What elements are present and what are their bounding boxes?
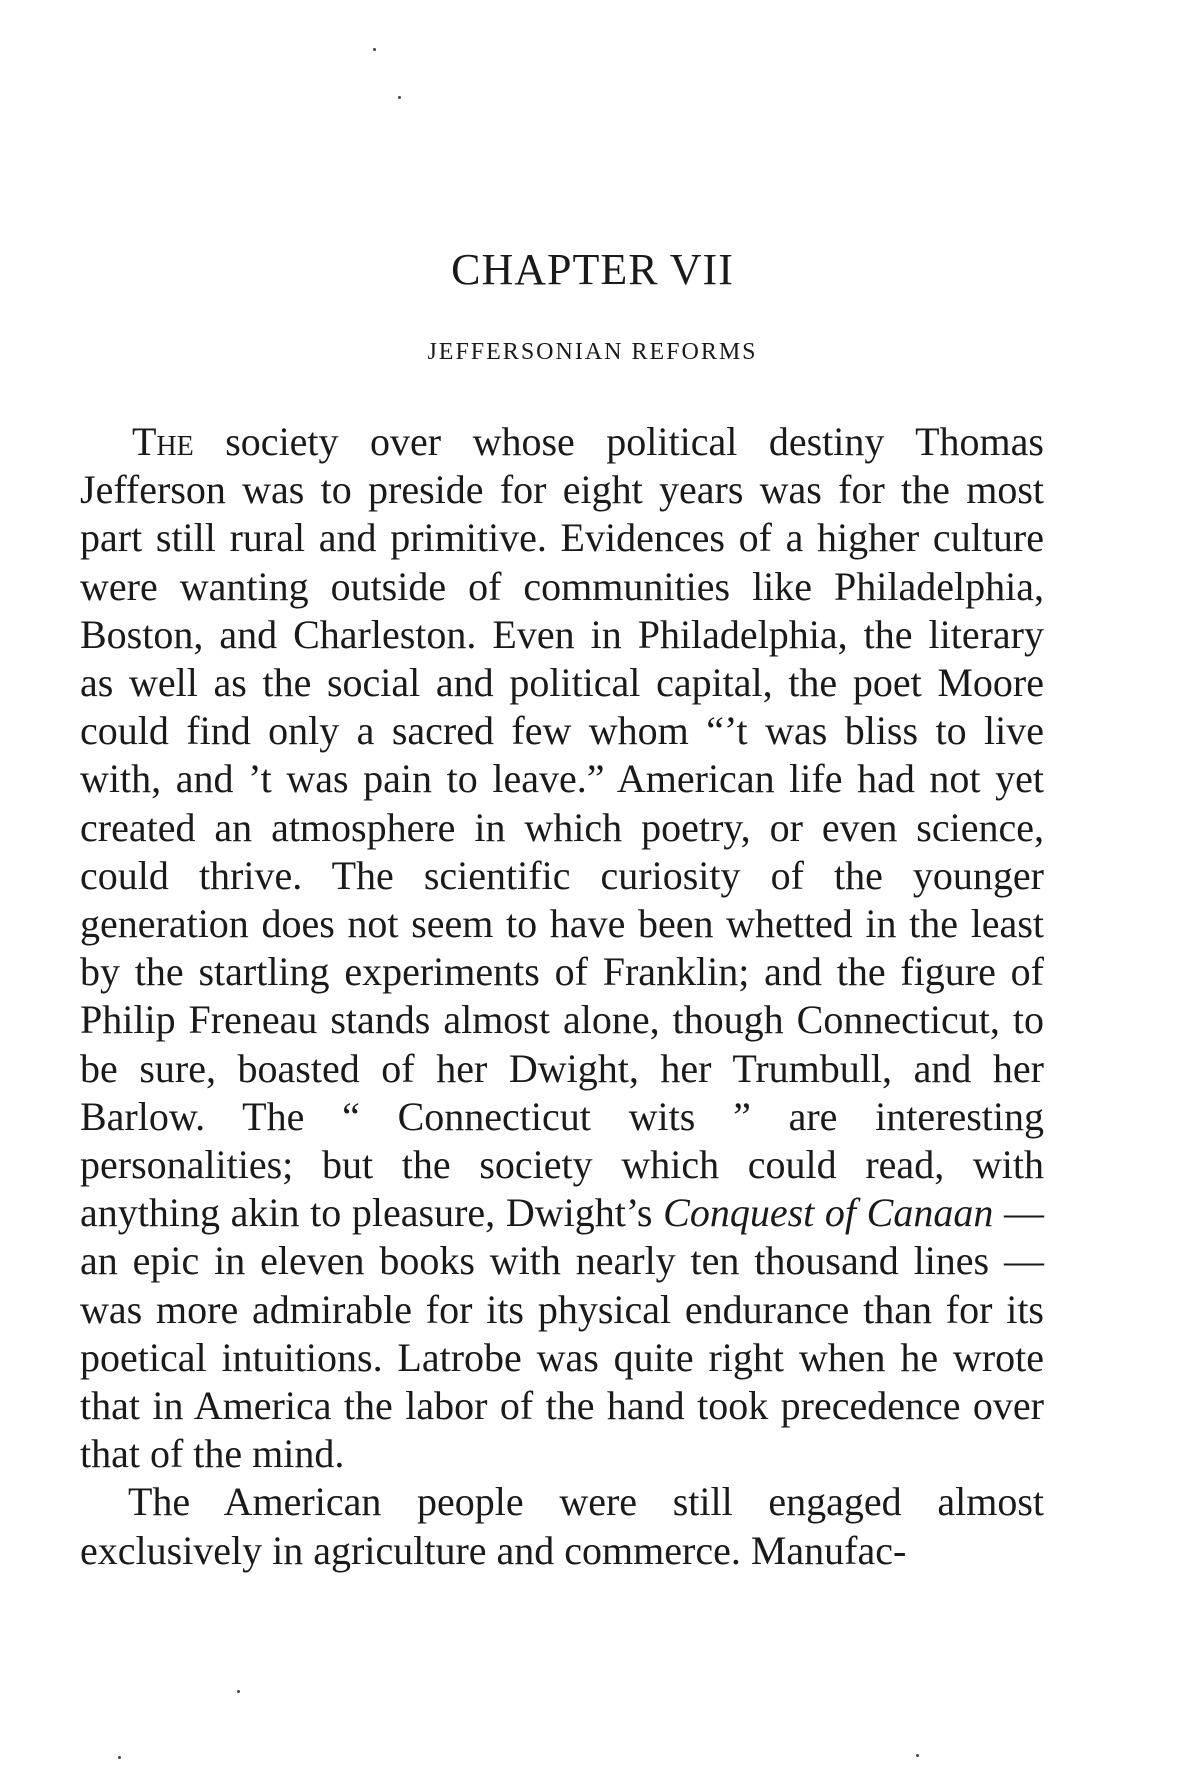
speck-mark [373, 48, 376, 51]
paragraph-1 [80, 418, 1044, 1478]
body-text [80, 418, 1044, 1575]
chapter-title: JEFFERSONIAN REFORMS [427, 339, 758, 365]
chapter-number: CHAPTER VII [451, 245, 734, 294]
speck-mark [916, 1754, 919, 1757]
speck-mark [118, 1756, 121, 1759]
paragraph-lead-word: The [132, 419, 194, 464]
paragraph-1-text-b: — an epic in eleven books with nearly ten thousand lines — was more admirable for its physical endurance than for its poetical intuitions. Latrobe was quite right when he wrote that in America the labor of the hand took precedence over that of the mind. [80, 1190, 1045, 1477]
speck-mark [398, 96, 401, 99]
paragraph-2: The American people were still engaged almost exclusively in agriculture and commerce. Manufac- [80, 1479, 1044, 1573]
book-title-italic: Conquest of Canaan [663, 1190, 994, 1236]
paragraph-1-text-a: society over whose political destiny Thomas Jefferson was to preside for eight years was for the most part still rural and primitive. Evidences of a higher culture were wanting outside of communities like Philadelphia, Boston, and Charleston. Even in Philadelphia, the literary as well as the social and political capital, the poet Moore could find only a sacred few whom “’t was bliss to live with, and ’t was pain to leave.” American life had not yet created an atmosphere in which poetry, or even science, could thrive. The scientific curiosity of the younger generation does not seem to have been whetted in the least by the startling experiments of Franklin; and the figure of Philip Freneau stands almost alone, though Connecticut, to be sure, boasted of her Dwight, her Trumbull, and her Barlow. The “ Connecticut wits ” are interesting personalities; but the society which could read, with anything akin to pleasure, Dwight’s [80, 419, 1044, 1236]
speck-mark [237, 1690, 240, 1693]
